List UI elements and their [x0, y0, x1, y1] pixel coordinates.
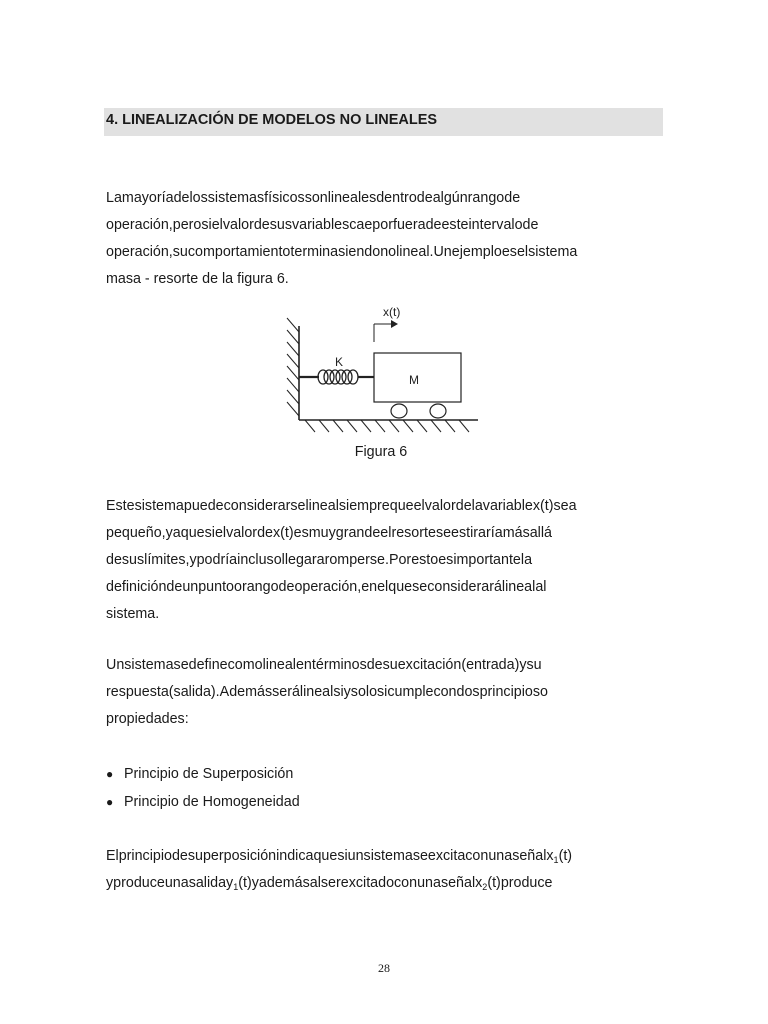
list-item [106, 760, 300, 788]
list-item-label: Principio de Homogeneidad [124, 794, 300, 810]
arrow-head [391, 320, 398, 328]
paragraph-line: propiedades: [106, 711, 189, 727]
paragraph-line: respuesta(salida).Ademásserálinealsiysolosicumplecondosprincipioso [106, 684, 548, 700]
spring-coils [318, 370, 358, 384]
principles-list [106, 760, 300, 816]
paragraph-line: operación,sucomportamientoterminasiendonolineal.Unejemploeselsistema [106, 244, 578, 260]
paragraph-linearity [106, 493, 660, 628]
paragraph-line: desuslímites,ypodríainclusollegararomperse.Porestoesimportantela [106, 552, 533, 568]
mass-spring-figure [285, 300, 485, 440]
paragraph-line: Elprincipiodesuperposiciónindicaquesiunsistemaseexcitaconunaseñalx$_1$(t) [106, 848, 573, 865]
paragraph-line: pequeño,yaquesielvalordex(t)esmuygrandeelresorteseestiraríamásallá [106, 525, 552, 541]
label-x-t: x(t) [383, 305, 401, 319]
list-item [106, 788, 300, 816]
paragraph-intro [106, 185, 660, 293]
paragraph-line: masa - resorte de la figura 6. [106, 271, 289, 287]
wheel-right [430, 404, 446, 418]
mass-spring-diagram [285, 300, 485, 440]
label-m: M [409, 373, 419, 387]
paragraph-line: Unsistemasedefinecomolinealentérminosdesuexcitación(entrada)ysu [106, 657, 542, 673]
paragraph-line: Estesistemapuedeconsiderarselinealsiemprequeelvalordelavariablex(t)sea [106, 498, 577, 514]
paragraph-superposition [106, 843, 660, 897]
paragraph-line: operación,perosielvalordesusvariablescaeporfueradeesteintervalode [106, 217, 539, 233]
page-number: 28 [378, 961, 390, 975]
floor-hatching [305, 420, 469, 432]
paragraph-definition [106, 652, 660, 733]
bullet-icon: ● [106, 795, 114, 809]
paragraph-line-2: yproduceunasaliday$_1$(t)yademásalserexcitadoconunaseñalx$_2$(t)produce [106, 875, 553, 892]
bullet-icon: ● [106, 767, 114, 781]
figure-caption: Figura 6 [354, 444, 408, 460]
paragraph-line: sistema. [106, 606, 160, 622]
wheel-left [391, 404, 407, 418]
list-item-label: Principio de Superposición [124, 766, 294, 782]
paragraph-line: Lamayoríadelossistemasfísicossonlinealesdentrodealgúnrangode [106, 190, 521, 206]
section-heading: 4. LINEALIZACIÓN DE MODELOS NO LINEALES [104, 108, 663, 136]
wall-hatching [287, 318, 299, 416]
paragraph-line: definicióndeunpuntoorangodeoperación,enelqueseconsiderarálinealal [106, 579, 547, 595]
label-k: K [335, 355, 344, 369]
